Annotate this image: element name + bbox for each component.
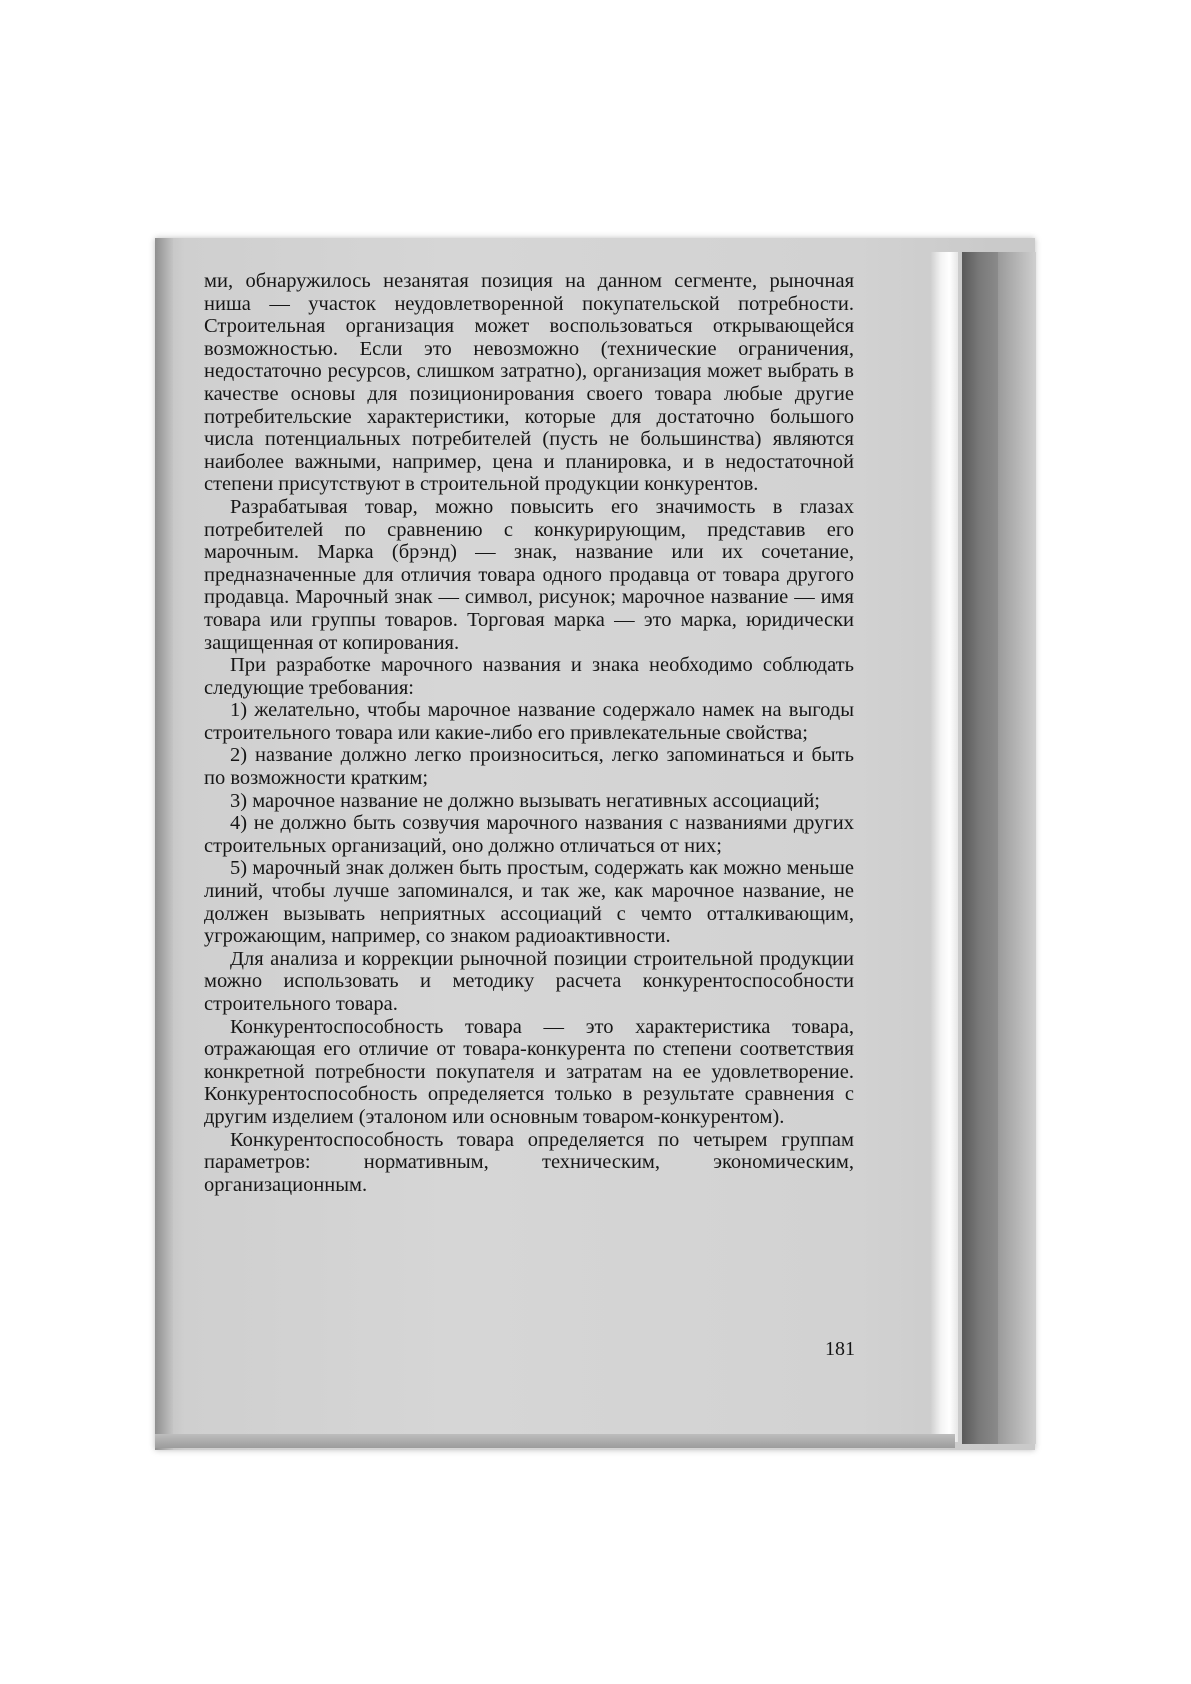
paragraph: Конкурентоспособность товара определяется по четырем группам параметров: нормативным, техническим, экономическим, организационным. xyxy=(204,1128,854,1196)
paragraph: При разработке марочного названия и знака необходимо соблюдать следующие требования: xyxy=(204,654,854,699)
page-bottom-edge xyxy=(155,1434,955,1448)
list-item: 2) название должно легко произноситься, легко запоминаться и быть по возможности кратким; xyxy=(204,744,854,790)
list-item: 1) желательно, чтобы марочное название содержало намек на выгоды строительного товара или какие-либо его привлекательные свойства; xyxy=(204,699,854,744)
page-number: 181 xyxy=(825,1338,855,1360)
paragraph: ми, обнаружилось незанятая позиция на данном сегменте, рыночная ниша — участок неудовлетворенной покупательской потребности. Строительная организация может воспользоваться открывающейся возможностью. Если это невозможно (технические ограничения, недостаточно ресурсов, слишком затратно), организация может выбрать в качестве основы для позиционирования своего товара любые другие потребительские характеристики, которые для достаточно большого числа потенциальных потребителей (пусть не большинства) являются наиболее важными, например, цена и планировка, и в недостаточной степени присутствуют в строительной продукции конкурентов. xyxy=(204,270,854,496)
page-edge-dark xyxy=(962,252,998,1444)
list-item: 5) марочный знак должен быть простым, содержать как можно меньше линий, чтобы лучше запоминался, и так же, как марочное название, не должен вызывать неприятных ассоциаций с чемто отталкивающим, угрожающим, например, со знаком радиоактивности. xyxy=(204,857,854,948)
paragraph: Для анализа и коррекции рыночной позиции строительной продукции можно использовать и методику расчета конкурентоспособности строительного товара. xyxy=(204,947,854,1015)
paragraph: Конкурентоспособность товара — это характеристика товара, отражающая его отличие от товара-конкурента по степени соответствия конкретной потребности покупателя и затратам на ее удовлетворение. Конкурентоспособность определяется только в результате сравнения с другим изделием (эталоном или основным товаром-конкурентом). xyxy=(204,1015,854,1128)
list-item: 3) марочное название не должно вызывать негативных ассоциаций; xyxy=(230,789,820,812)
list-item: 4) не должно быть созвучия марочного названия с названиями других строительных организаций, оно должно отличаться от них; xyxy=(204,812,854,857)
page-binding-shadow xyxy=(155,238,173,1450)
page-edge-fade xyxy=(998,252,1036,1444)
body-text xyxy=(204,270,854,1196)
page-edge-light xyxy=(930,252,958,1442)
paragraph: Разрабатывая товар, можно повысить его значимость в глазах потребителей по сравнению с конкурирующим, представив его марочным. Марка (брэнд) — знак, название или их сочетание, предназначенные для отличия товара одного продавца от товара другого продавца. Марочный знак — символ, рисунок; марочное название — имя товара или группы товаров. Торговая марка — это марка, юридически защищенная от копирования. xyxy=(204,495,854,654)
